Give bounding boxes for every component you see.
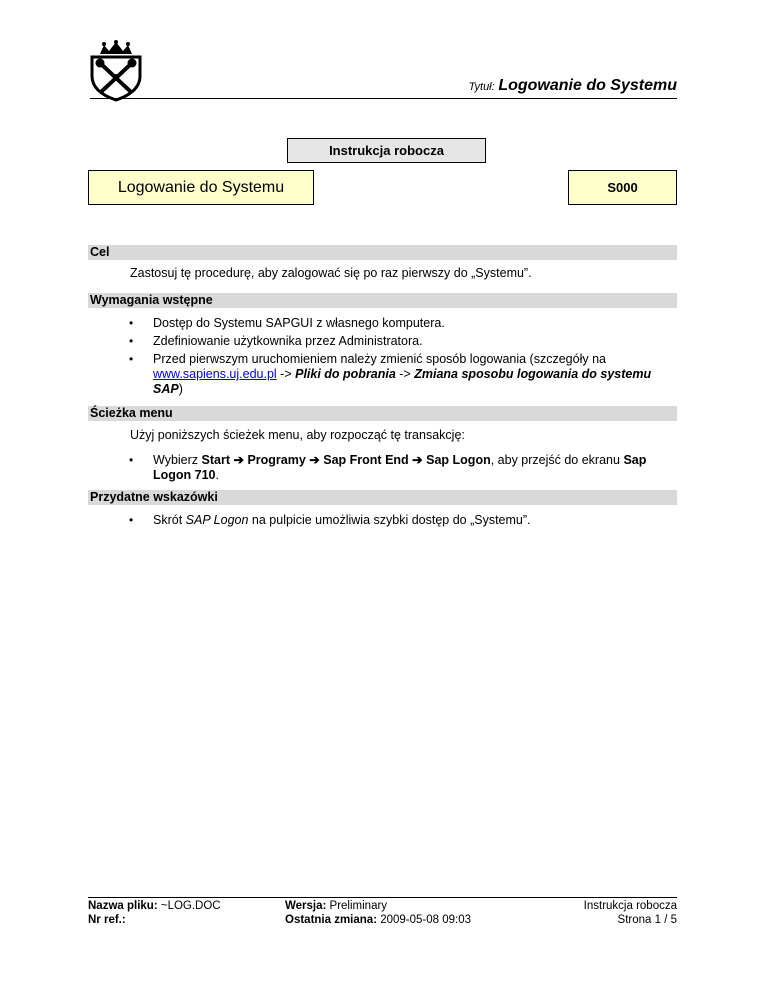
path-mid: , aby przejść do ekranu [490,453,624,467]
tip-rest: na pulpicie umożliwia szybki dostęp do „Systemu”. [248,513,531,527]
version-value: Preliminary [326,900,388,912]
section-heading-wymagania: Wymagania wstępne [88,293,677,308]
right-arrow-icon: ➔ [412,453,423,467]
path-end: . [215,468,219,482]
bullet-marker: • [129,352,134,366]
changed-label: Ostatnia zmiana: [285,914,378,926]
doc-title-box: Logowanie do Systemu [88,170,314,205]
footer-doc-type: Instrukcja robocza [583,900,677,912]
section-heading-sciezka: Ścieżka menu [88,406,677,421]
header-title-bar [90,76,677,99]
bullet-marker: • [129,334,134,348]
tip-prefix: Skrót [153,513,186,527]
tip-item [153,513,675,528]
footer-divider [88,897,677,898]
right-arrow-icon: ➔ [233,453,244,467]
version-label: Wersja: [285,900,327,912]
header-title [469,77,677,95]
section-heading-wskazowki: Przydatne wskazówki [88,490,677,505]
right-arrow-icon: ➔ [309,453,320,467]
sapiens-link[interactable]: www.sapiens.uj.edu.pl [153,367,277,381]
closing-paren: ) [178,382,183,396]
path-start: Start [201,453,230,467]
cel-text: Zastosuj tę procedurę, aby zalogować się po raz pierwszy do „Systemu”. [130,266,532,280]
doc-type-label: Instrukcja robocza [287,138,486,163]
file-label: Nazwa pliku: [88,900,158,912]
menu-path-item [153,453,675,483]
footer-version [285,900,387,913]
path-target: Sap Logon 710 [153,453,647,482]
requirement-item: Zdefiniowanie użytkownika przez Administratora. [153,334,423,348]
footer-changed [285,914,471,927]
footer-ref: Nr ref.: [88,914,126,926]
footer-page-number: Strona 1 / 5 [617,914,677,926]
path-separator: -> [395,367,415,381]
bullet-marker: • [129,316,134,330]
section-heading-cel: Cel [88,245,677,260]
requirement-item [153,352,675,397]
requirement-text: Przed pierwszym uruchomieniem należy zmienić sposób logowania (szczegóły na [153,352,606,366]
title-prefix: Tytuł: [468,81,495,93]
path-front-end: Sap Front End [323,453,409,467]
downloads-label: Pliki do pobrania [295,367,396,381]
changed-value: 2009-05-08 09:03 [377,914,472,926]
doc-code-box: S000 [568,170,677,205]
title-text: Logowanie do Systemu [498,77,677,94]
path-programy: Programy [247,453,306,467]
sciezka-intro: Użyj poniższych ścieżek menu, aby rozpocząć tę transakcję: [130,428,465,442]
change-login-label: Zmiana sposobu logowania do systemu SAP [153,367,652,396]
bullet-marker: • [129,513,134,527]
file-value: ~LOG.DOC [157,900,221,912]
path-sap-logon: Sap Logon [426,453,491,467]
path-separator: -> [276,367,296,381]
tip-sap-logon: SAP Logon [185,513,249,527]
bullet-marker: • [129,453,134,467]
path-prefix: Wybierz [153,453,202,467]
footer-file [88,900,221,913]
requirement-item: Dostęp do Systemu SAPGUI z własnego komputera. [153,316,445,330]
